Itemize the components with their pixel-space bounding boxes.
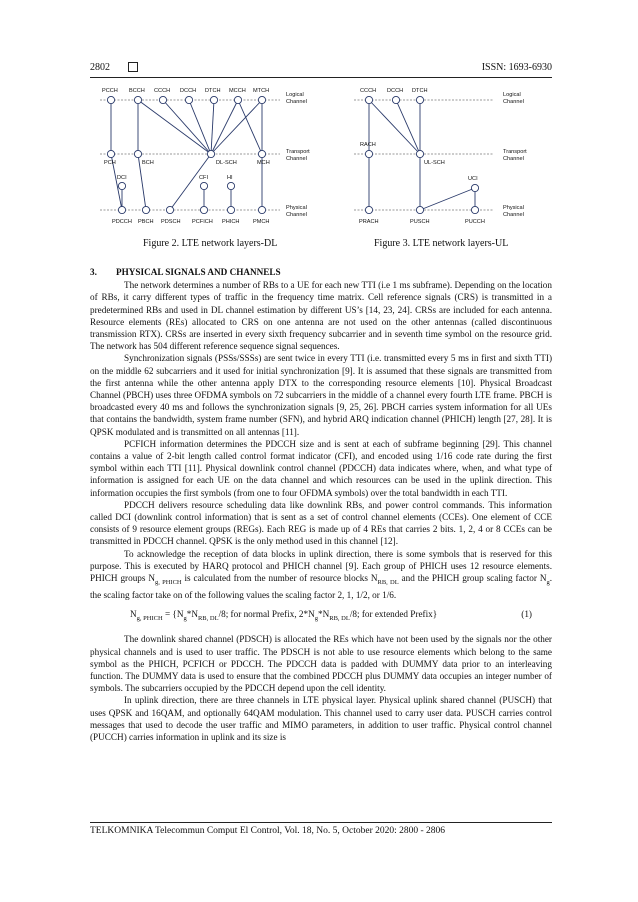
ul-layer-transport-2: Channel [503, 156, 524, 162]
dl-layer-logical-2: Channel [286, 99, 307, 105]
dl-layer-logical-1: Logical [286, 92, 304, 98]
figure-dl-diagram [100, 84, 340, 234]
ul-transport-ulsch: UL-SCH [424, 160, 445, 166]
dl-logical-dtch: DTCH [205, 88, 221, 94]
p5-text-c: and the PHICH group scaling factor N [398, 573, 547, 584]
dl-transport-bch: BCH [142, 160, 154, 166]
dl-physical-pbch: PBCH [138, 219, 154, 225]
figure-ul-diagram [354, 84, 544, 234]
issn: ISSN: 1693-6930 [481, 62, 552, 73]
page-footer: TELKOMNIKA Telecommun Comput El Control, Vol. 18, No. 5, October 2020: 2800 - 2806 [90, 822, 552, 836]
p5-sub-2: RB, DL [377, 578, 399, 586]
paragraph-3: PCFICH information determines the PDCCH size and is sent at each of subframe beginning [29]. This channel contains a value of 2-bit length called control format indicator (CFI), and encoded using 1/16 code rate during the first symbol within each TTI [11]. Physical downlink control channel (PDCCH) data indicates where, when, and what type of information is assigned for each UE on the data channel and which resources can be used in the uplink direction. This information occupies the first symbols (from one to four OFDMA symbols) over the total bandwidth in each TTI. [90, 438, 552, 498]
p5-text-a: To acknowledge the reception of data blocks in uplink direction, there is some symbols that is reserved for this purpose. This is executed by HARQ protocol and PHICH channel [9]. Each group of PHICH uses 12 resource elements. PHICH groups N [90, 548, 552, 584]
dl-logical-bcch: BCCH [129, 88, 145, 94]
ul-layer-transport-1: Transport [503, 149, 527, 155]
paragraph-2: Synchronization signals (PSSs/SSSs) are sent twice in every TTI (i.e. transmitted every 5 ms in first and sixth TTI) on the middle 62 subcarriers and it used for initial synchronization [9]. It is assumed that these signals are transmitted from the first antenna while the other antenna apply DTX to the corresponding resource elements [10]. Physical Broadcast Channel (PBCH) uses three OFDMA symbols on 72 subcarriers in the middle of a channel every fourth LTE frame. PBCH is broadcasted every 40 ms and follows the synchronization signals [9, 25, 26]. PBCH carries system information for all UEs that contains the bandwidth, system frame number (SFN), and hybrid ARQ indication channel (PHICH) length [27, 28]. It is QPSK modulated and is transmitted on all antennas [11]. [90, 353, 552, 437]
paragraph-1: The network determines a number of RBs to a UE for each new TTI (i.e 1 ms subframe). Depending on the location of RBs, it carry different types of traffic in the frequency time matrix. Cell reference signals (CRS) is transmitted in a predetermined RBs and used in DL channel estimation by different US’s [14, 23, 24]. CRSs are included for each antenna. Resource elements (REs) allocated to CRS on one antenna are not used on the other antennas (called discontinuous transmission RTX). CRSs are inserted in every sixth frequency subcarrier and in seventh time symbol on the resource grid. The network has 504 different reference sequence signal sequences. [90, 280, 552, 352]
p5-text-d: . the scaling factor take on of the following values the scaling factor 2, 1, 1/2, or 1/6. [90, 573, 552, 601]
ul-control-uci: UCI [468, 176, 478, 182]
dl-layer-transport-2: Channel [286, 156, 307, 162]
ul-layer-physical-1: Physical [503, 205, 524, 211]
dl-layer-physical-1: Physical [286, 205, 307, 211]
ul-transport-rach: RACH [360, 142, 376, 148]
section-number: 3. [90, 267, 97, 277]
p5-sub-1: g, PHICH [155, 578, 182, 586]
dl-transport-mch: MCH [257, 160, 270, 166]
figure-2-caption: Figure 2. LTE network layers-DL [143, 238, 278, 249]
dl-logical-pcch: PCCH [102, 88, 118, 94]
equation-1 [130, 608, 552, 625]
header-square-glyph [128, 62, 138, 72]
ul-physical-pusch: PUSCH [410, 219, 430, 225]
figure-3-caption: Figure 3. LTE network layers-UL [374, 238, 509, 249]
dl-physical-phich: PHICH [222, 219, 240, 225]
eq-part-e: *N [318, 609, 330, 620]
dl-physical-pdsch: PDSCH [161, 219, 181, 225]
dl-transport-dlsch: DL-SCH [216, 160, 237, 166]
dl-logical-dcch: DCCH [180, 88, 197, 94]
eq-sub-4: g [314, 615, 319, 623]
dl-physical-pcfich: PCFICH [192, 219, 213, 225]
ul-logical-dtch: DTCH [412, 88, 428, 94]
eq-part-c: *N [186, 609, 198, 620]
section-heading [90, 266, 552, 278]
body-text [90, 266, 552, 743]
dl-control-hi: HI [227, 175, 233, 181]
paragraph-4: PDCCH delivers resource scheduling data like downlink RBs, and power control commands. This information called DCI (downlink control information) that is sent as a set of control channel elements (CCEs). One element of CCE consists of 9 resource element groups (REGs). Each REG is made up of 4 REs that carries 2 bits. 1, 2, 4 or 8 CCEs can be transmitted in PDCCH channel. QPSK is the only method used in this channel [12]. [90, 499, 552, 547]
ul-physical-prach: PRACH [359, 219, 379, 225]
dl-layer-transport-1: Transport [286, 149, 310, 155]
section-title: PHYSICAL SIGNALS AND CHANNELS [116, 267, 281, 277]
paragraph-7: In uplink direction, there are three channels in LTE physical layer. Physical uplink shared channel (PUSCH) that uses QPSK and 16QAM, and optionally 64QAM modulation. This channel used to carry user data. PUSCH carries control messages that used to decode the user traffic and MIMO parameters, in addition to user traffic. Physical control channel (PUCCH) carries information in uplink and its size is [90, 695, 552, 742]
dl-physical-pmch: PMCH [253, 219, 270, 225]
eq-sub-1: g, PHICH [136, 615, 163, 623]
ul-layer-physical-2: Channel [503, 212, 524, 218]
dl-logical-mcch: MCCH [229, 88, 246, 94]
p5-text-b: is calculated from the number of resource blocks N [181, 573, 378, 584]
ul-layer-logical-1: Logical [503, 92, 521, 98]
paragraph-6: The downlink shared channel (PDSCH) is allocated the REs which have not been used by the signals nor the other physical channels and is used to user traffic. The PDSCH is not able to use resource elements which belong to the same symbol as the PHICH, PCFICH or PDCCH. The PDCCH data is padded with DUMMY data prior to an interleaving function. The DUMMY data is used to ensure that the combined PDCCH plus DUMMY data occupies an integer number of symbols. The subcarriers occupied by the PDCCH depend upon the cell identity. [90, 634, 552, 694]
p5-sub-3: g [546, 578, 550, 586]
eq-part-b: = {N [162, 609, 184, 620]
eq-part-d: /8; for normal Prefix, 2*N [218, 609, 315, 620]
eq-sub-5: RB, DL [329, 615, 350, 623]
eq-part-a: N [130, 609, 137, 620]
ul-logical-ccch: CCCH [360, 88, 377, 94]
dl-control-dci: DCI [117, 175, 127, 181]
ul-logical-dcch: DCCH [387, 88, 404, 94]
paragraph-5 [90, 548, 552, 602]
eq-part-f: /8; for extended Prefix} [349, 609, 438, 620]
eq-sub-3: RB, DL [197, 615, 219, 623]
dl-layer-physical-2: Channel [286, 212, 307, 218]
equation-number: (1) [521, 609, 532, 620]
dl-transport-pch: PCH [104, 160, 116, 166]
dl-logical-ccch: CCCH [154, 88, 171, 94]
dl-physical-pdcch: PDCCH [112, 219, 132, 225]
ul-layer-logical-2: Channel [503, 99, 524, 105]
page-header [90, 61, 552, 78]
dl-control-cfi: CFI [199, 175, 209, 181]
eq-sub-2: g [183, 615, 187, 623]
ul-physical-pucch: PUCCH [465, 219, 485, 225]
dl-logical-mtch: MTCH [253, 88, 270, 94]
page-number: 2802 [90, 62, 110, 73]
